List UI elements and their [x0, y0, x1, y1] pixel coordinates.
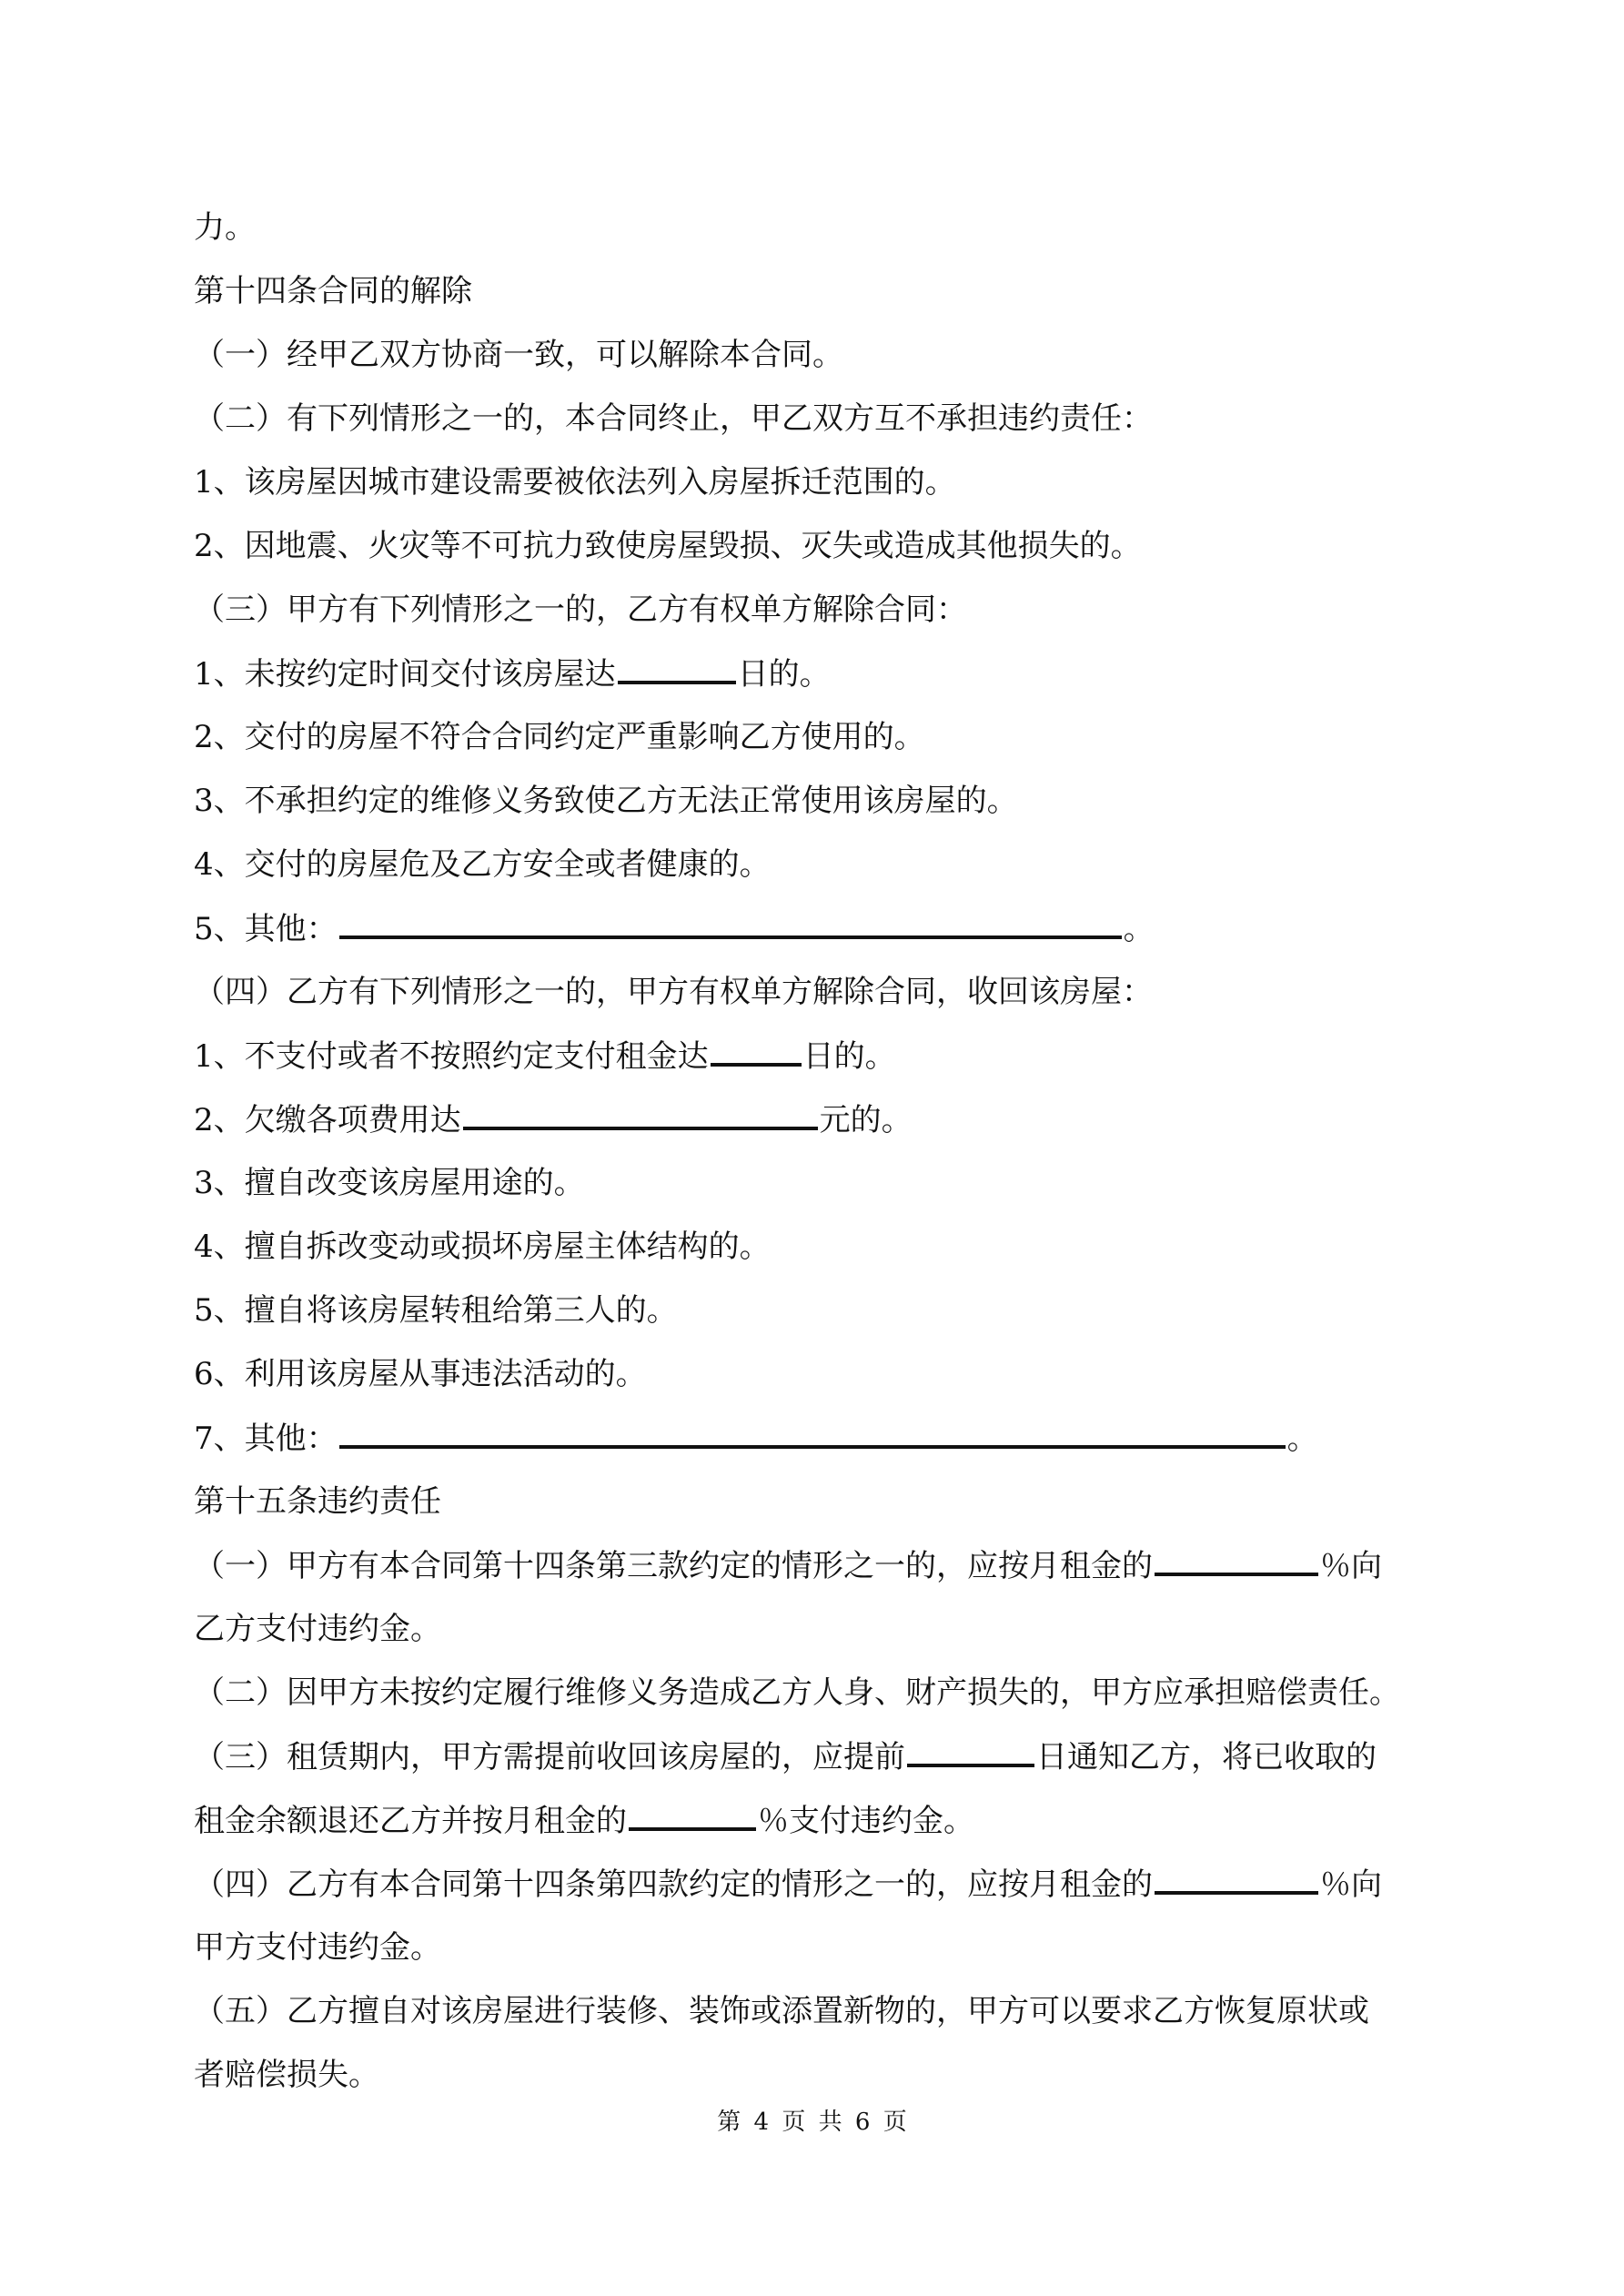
fill-in-blank [629, 1800, 756, 1831]
text: 。 [1123, 911, 1155, 947]
text: （二）有下列情形之一的，本合同终止，甲乙双方互不承担违约责任： [194, 400, 1153, 437]
text-line [194, 1800, 1449, 1841]
section-heading [194, 1482, 1449, 1522]
text: （一）经甲乙双方协商一致，可以解除本合同。 [194, 337, 843, 373]
text-line [194, 1354, 1449, 1394]
section-heading [194, 271, 1449, 311]
text-line [194, 781, 1449, 821]
text: ％向 [1320, 1548, 1382, 1584]
text-line [194, 335, 1449, 375]
text: 甲方支付违约金。 [194, 1929, 441, 1966]
text: （三）甲方有下列情形之一的，乙方有权单方解除合同： [194, 592, 967, 628]
text-line [194, 1036, 1449, 1077]
text-line [194, 717, 1449, 757]
fill-in-blank [463, 1099, 818, 1130]
text: 力。 [194, 209, 256, 246]
text: 1、未按约定时间交付该房屋达 [194, 656, 616, 693]
text: 第十五条违约责任 [194, 1483, 441, 1520]
text: 4、擅自拆改变动或损坏房屋主体结构的。 [194, 1229, 771, 1265]
text-line [194, 1736, 1449, 1777]
text: 4、交付的房屋危及乙方安全或者健康的。 [194, 846, 771, 883]
text: 日的。 [802, 1038, 896, 1075]
text: （四）乙方有下列情形之一的，甲方有权单方解除合同，收回该房屋： [194, 974, 1153, 1010]
text-line [194, 462, 1449, 502]
text: 。 [1286, 1421, 1318, 1457]
text-line [194, 1545, 1449, 1586]
text: 日通知乙方，将已收取的 [1036, 1739, 1377, 1775]
fill-in-blank [339, 908, 1122, 939]
text-line [194, 1673, 1449, 1713]
text: （五）乙方擅自对该房屋进行装修、装饰或添置新物的，甲方可以要求乙方恢复原状或 [194, 1993, 1369, 2029]
text-line [194, 207, 1449, 248]
text: 5、擅自将该房屋转租给第三人的。 [194, 1292, 678, 1329]
text-line [194, 1609, 1449, 1649]
text: 1、该房屋因城市建设需要被依法列入房屋拆迁范围的。 [194, 464, 956, 501]
fill-in-blank [1155, 1545, 1318, 1576]
text: 3、不承担约定的维修义务致使乙方无法正常使用该房屋的。 [194, 783, 1018, 819]
fill-in-blank [339, 1418, 1286, 1449]
text: 2、欠缴各项费用达 [194, 1102, 461, 1138]
fill-in-blank [1155, 1864, 1318, 1895]
text: ％支付违约金。 [758, 1803, 974, 1839]
text-line [194, 908, 1449, 949]
text-line [194, 1927, 1449, 1967]
text: （一）甲方有本合同第十四条第三款约定的情形之一的，应按月租金的 [194, 1548, 1153, 1584]
text: 2、交付的房屋不符合合同约定严重影响乙方使用的。 [194, 719, 925, 755]
text: ％向 [1320, 1866, 1382, 1903]
text: 5、其他： [194, 911, 338, 947]
text: 2、因地震、火灾等不可抗力致使房屋毁损、灭失或造成其他损失的。 [194, 528, 1142, 564]
fill-in-blank [907, 1736, 1034, 1767]
text: （四）乙方有本合同第十四条第四款约定的情形之一的，应按月租金的 [194, 1866, 1153, 1903]
text: 6、利用该房屋从事违法活动的。 [194, 1356, 647, 1392]
text-line [194, 972, 1449, 1012]
text-line [194, 1864, 1449, 1905]
text-line [194, 653, 1449, 694]
text-line [194, 1418, 1449, 1459]
text: 元的。 [819, 1102, 913, 1138]
text: 日的。 [737, 656, 831, 693]
fill-in-blank [618, 653, 736, 684]
page-number-footer: 第 4 页 共 6 页 [717, 2109, 907, 2136]
text-line [194, 2055, 1449, 2095]
text-line [194, 1290, 1449, 1330]
text-line [194, 1227, 1449, 1267]
text: 3、擅自改变该房屋用途的。 [194, 1165, 585, 1201]
text-line [194, 1163, 1449, 1203]
text-line [194, 590, 1449, 630]
text: 乙方支付违约金。 [194, 1611, 441, 1647]
text: 7、其他： [194, 1421, 338, 1457]
text: （三）租赁期内，甲方需提前收回该房屋的，应提前 [194, 1739, 905, 1775]
text-line [194, 1991, 1449, 2031]
fill-in-blank [711, 1036, 802, 1067]
text: 者赔偿损失。 [194, 2057, 379, 2093]
text: 第十四条合同的解除 [194, 273, 472, 309]
text: 租金余额退还乙方并按月租金的 [194, 1803, 627, 1839]
text-line [194, 1099, 1449, 1140]
text: 1、不支付或者不按照约定支付租金达 [194, 1038, 709, 1075]
text-line [194, 526, 1449, 566]
text-line [194, 399, 1449, 439]
text: （二）因甲方未按约定履行维修义务造成乙方人身、财产损失的，甲方应承担赔偿责任。 [194, 1674, 1400, 1711]
text-line [194, 845, 1449, 885]
